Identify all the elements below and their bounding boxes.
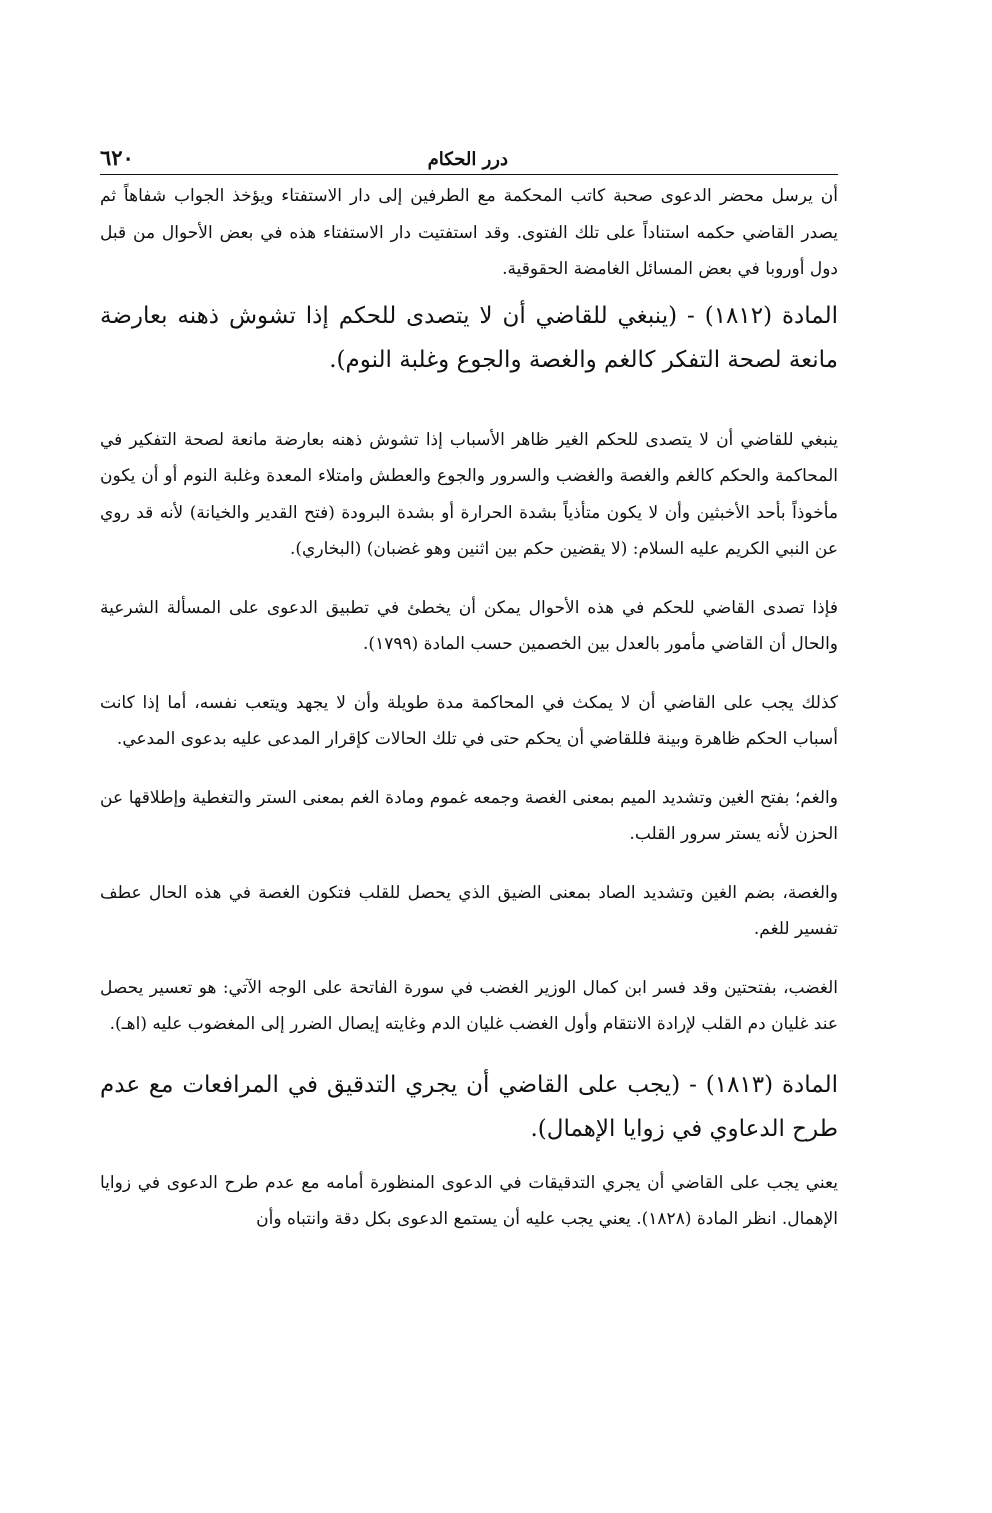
paragraph-continuation: أن يرسل محضر الدعوى صحبة كاتب المحكمة مع الطرفين إلى دار الاستفتاء ويؤخذ الجواب شفاهاً ثم يصدر القاضي حكمه استناداً على تلك الفتوى. وقد استفتيت دار الاستفتاء هذه في بعض الأحوال من قبل دول أوروبا في بعض المسائل الغامضة الحقوقية. <box>100 186 838 279</box>
paragraph: ينبغي للقاضي أن لا يتصدى للحكم الغير ظاهر الأسباب إذا تشوش ذهنه بعارضة مانعة لصحة التفكير في المحاكمة والحكم كالغم والغصة والغضب والسرور والجوع والعطش وامتلاء المعدة وغلبة النوم أو أن يكون مأخوذاً بأحد الأخبثين وأن لا يكون متأذياً بشدة الحرارة أو بشدة البرودة (فتح القدير والخيانة) لأنه قد روي عن النبي الكريم عليه السلام: (لا يقضين حكم بين اثنين وهو غضبان) (البخاري). <box>100 429 838 559</box>
page-number: ٦٢٠ <box>100 145 134 170</box>
article-1813-heading: المادة (١٨١٣) - (يجب على القاضي أن يجري التدقيق في المرافعات مع عدم طرح الدعاوي في زوايا الإهمال). <box>100 1071 839 1142</box>
page-header <box>100 140 838 175</box>
paragraph: يعني يجب على القاضي أن يجري التدقيقات في الدعوى المنظورة أمامه مع عدم طرح الدعوى في زوايا الإهمال. انظر المادة (١٨٢٨). يعني يجب عليه أن يستمع الدعوى بكل دقة وانتباه وأن <box>100 1172 838 1229</box>
running-title: درر الحكام <box>427 149 508 170</box>
paragraph: كذلك يجب على القاضي أن لا يمكث في المحاكمة مدة طويلة وأن لا يجهد ويتعب نفسه، أما إذا كانت أسباب الحكم ظاهرة وبينة فللقاضي أن يحكم حتى في تلك الحالات كإقرار المدعى عليه بدعوى المدعي. <box>100 692 838 749</box>
page-body <box>100 178 838 1238</box>
paragraph: فإذا تصدى القاضي للحكم في هذه الأحوال يمكن أن يخطئ في تطبيق الدعوى على المسألة الشرعية والحال أن القاضي مأمور بالعدل بين الخصمين حسب المادة (١٧٩٩). <box>100 597 838 654</box>
paragraph: والغم؛ بفتح الغين وتشديد الميم بمعنى الغصة وجمعه غموم ومادة الغم بمعنى الستر والتغطية وإطلاقها عن الحزن لأنه يستر سرور القلب. <box>100 787 838 844</box>
article-1812-heading: المادة (١٨١٢) - (ينبغي للقاضي أن لا يتصدى للحكم إذا تشوش ذهنه بعارضة مانعة لصحة التفكر كالغم والغصة والجوع وغلبة النوم). <box>100 302 839 373</box>
paragraph: والغصة، بضم الغين وتشديد الصاد بمعنى الضيق الذي يحصل للقلب فتكون الغصة في هذه الحال عطف تفسير للغم. <box>100 882 838 939</box>
paragraph: الغضب، بفتحتين وقد فسر ابن كمال الوزير الغضب في سورة الفاتحة على الوجه الآتي: هو تعسير يحصل عند غليان دم القلب لإرادة الانتقام وأول الغضب غليان الدم وغايته إيصال الضرر إلى المغضوب عليه (اهـ). <box>100 977 838 1034</box>
